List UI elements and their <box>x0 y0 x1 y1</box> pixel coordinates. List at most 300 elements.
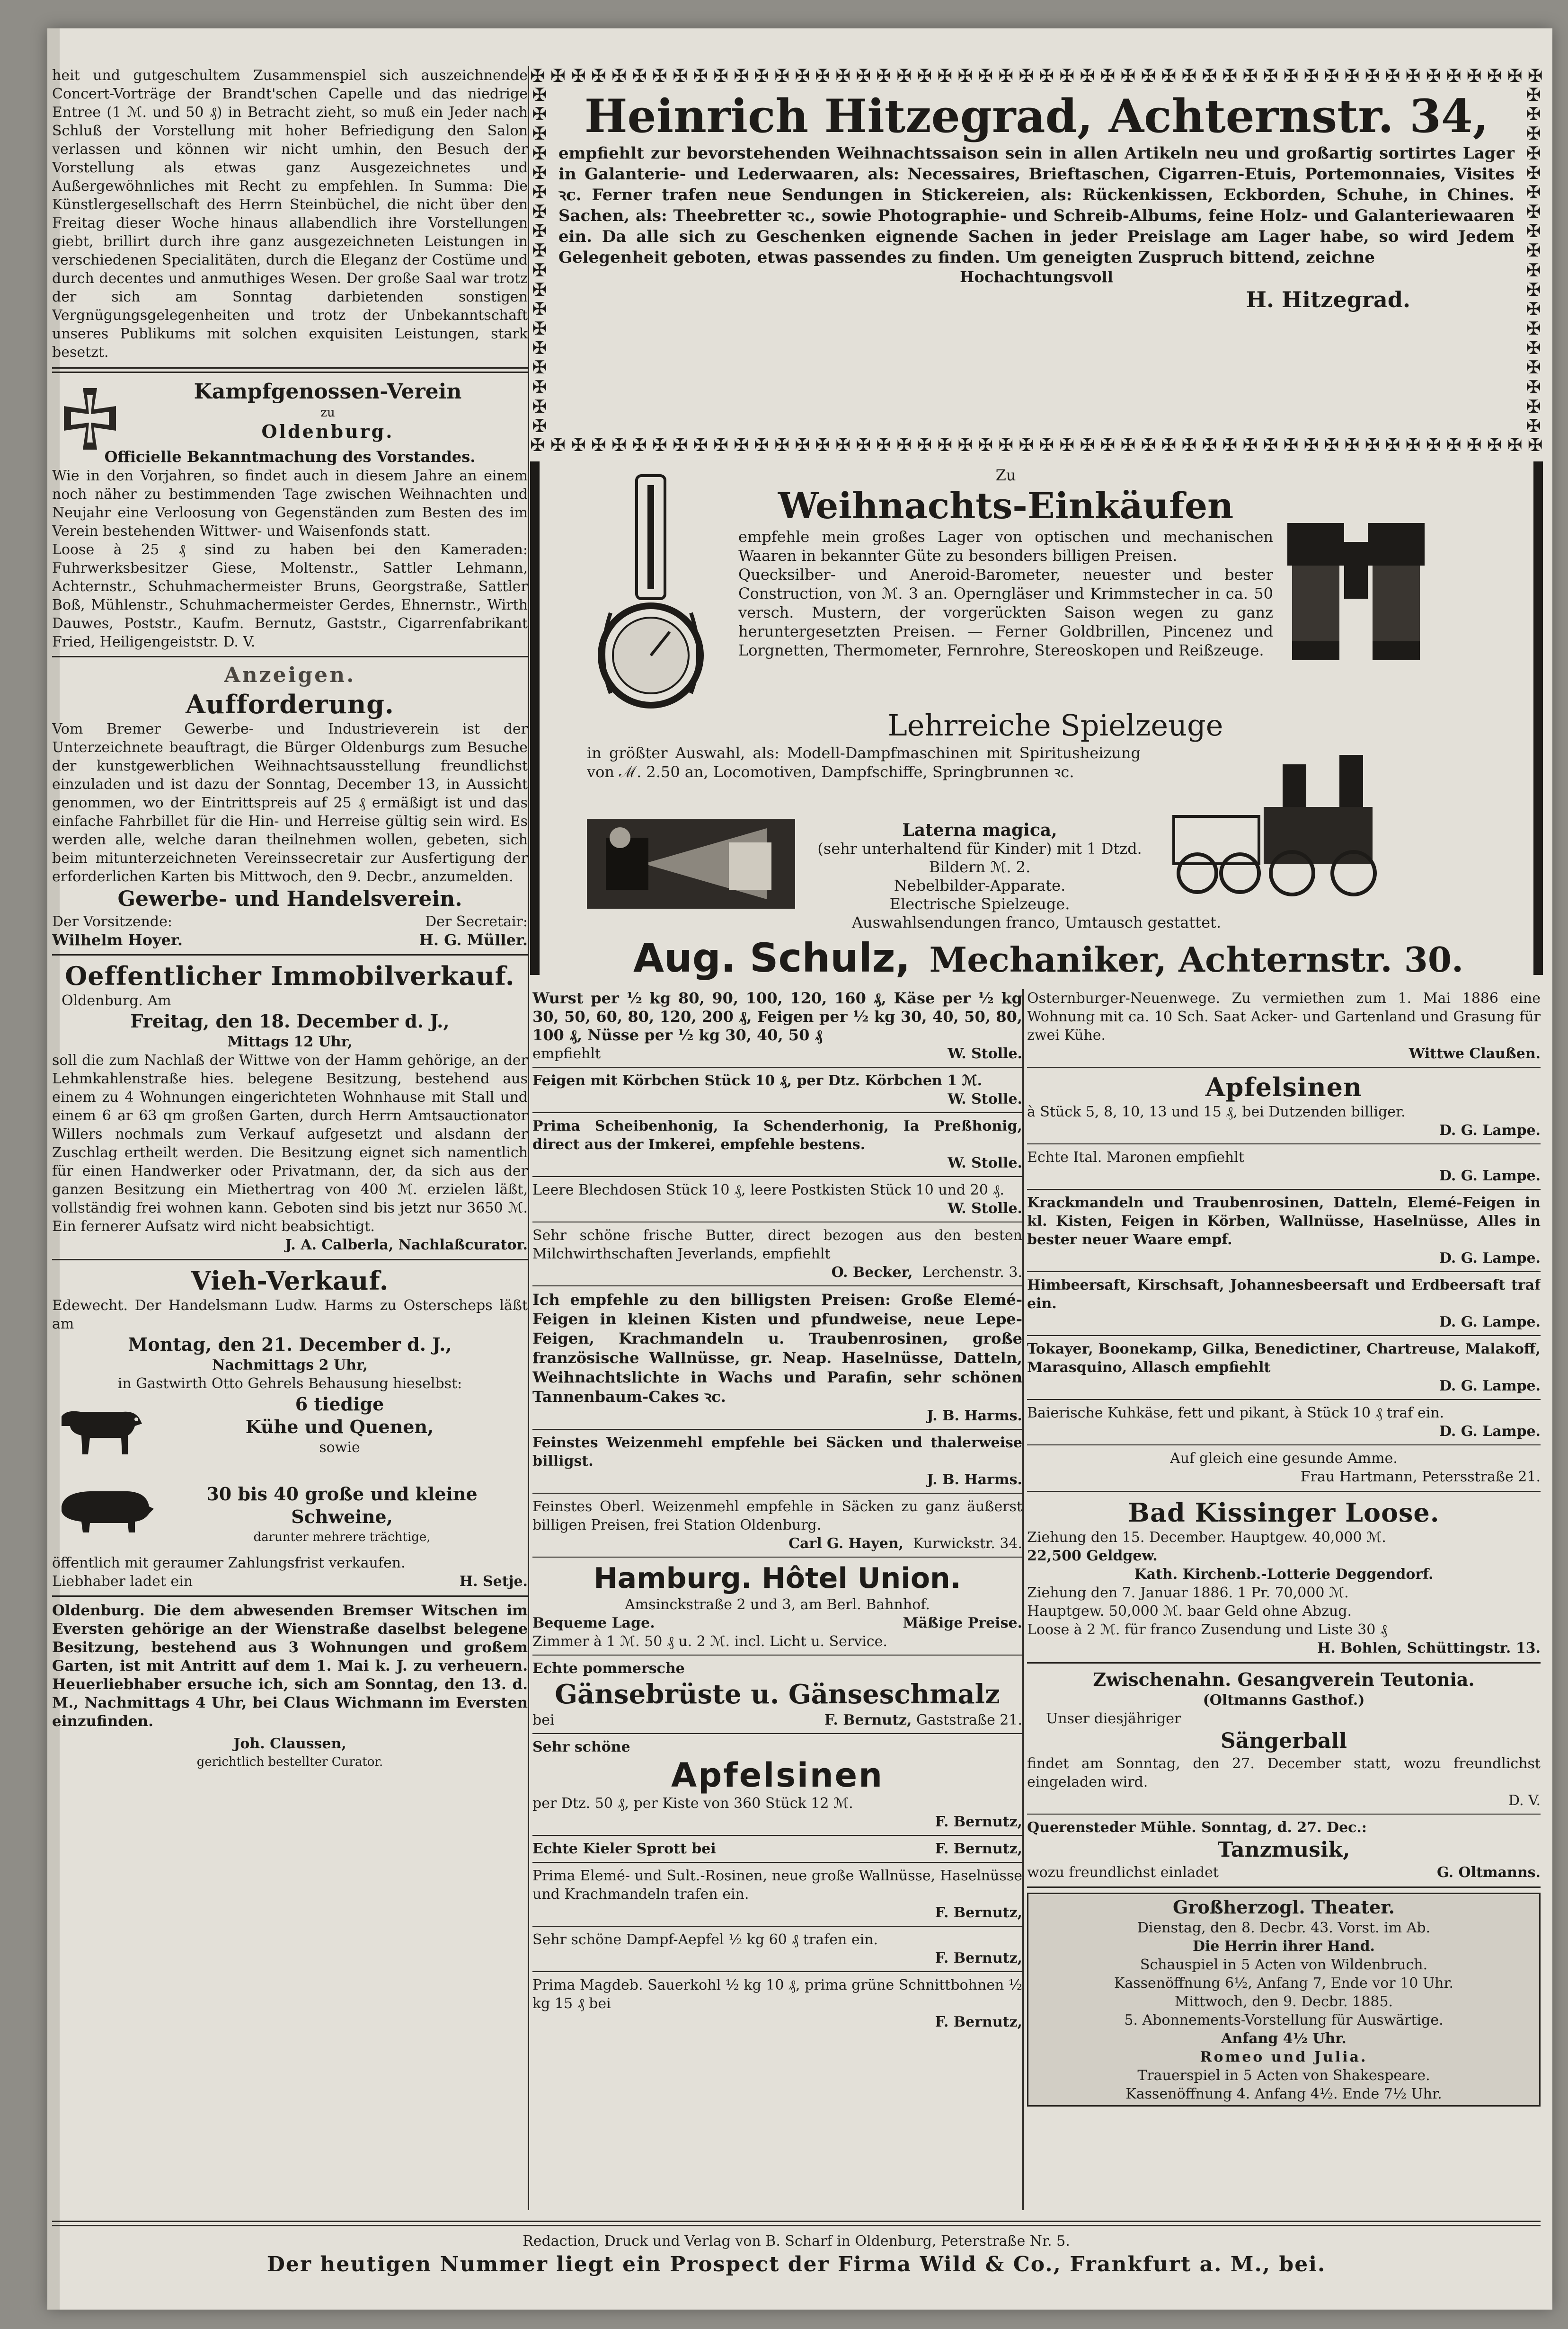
theater-2: Die Herrin ihrer Hand. <box>1192 1938 1375 1955</box>
ornament-glyph: ✠ <box>532 396 547 417</box>
ornament-glyph: ✠ <box>1526 376 1541 398</box>
ornament-glyph: ✠ <box>917 435 932 454</box>
ornament-glyph: ✠ <box>937 66 953 85</box>
kissinger-4: Ziehung den 7. Januar 1886. 1 Pr. 70,000 ℳ. <box>1027 1585 1349 1601</box>
ornament-glyph: ✠ <box>1527 435 1543 454</box>
teutonia-2: findet am Sonntag, den 27. December statt, wozu freundlichst eingeladen wird. <box>1027 1755 1541 1790</box>
schulz-content-mid <box>587 708 1429 781</box>
gans-sig-row: bei F. Bernutz, Gaststraße 21. <box>532 1712 1022 1728</box>
ornament-glyph: ✠ <box>532 221 547 242</box>
imprint: Redaction, Druck und Verlag von B. Scharf in Oldenburg, Peterstraße Nr. 5. <box>523 2233 1070 2249</box>
osternburg-text: Osternburger-Neuenwege. Zu vermiethen zum 1. Mai 1886 eine Wohnung mit ca. 10 Sch. Saat Acker- und Gartenland und Grasung für zwei Kühe. <box>1027 990 1541 1044</box>
ornament-glyph: ✠ <box>1019 435 1034 454</box>
hamburg-addr: Amsinckstraße 2 und 3, am Berl. Bahnhof. <box>625 1596 930 1613</box>
ornament-glyph: ✠ <box>591 435 606 454</box>
teutonia-sub: (Oltmanns Gasthof.) <box>1203 1692 1365 1709</box>
immobil-title: Oeffentlicher Immobilverkauf. <box>65 961 515 991</box>
teutonia-sig: D. V. <box>1508 1792 1541 1809</box>
ornament-glyph: ✠ <box>1526 298 1541 319</box>
amme-text: Auf gleich eine gesunde Amme. <box>1170 1450 1398 1467</box>
theater-1: Dienstag, den 8. Decbr. 43. Vorst. im Ab. <box>1137 1920 1431 1936</box>
page-footer <box>52 2215 1541 2279</box>
schulz-text2: Quecksilber- und Aneroid-Barometer, neuester und bester Construction, von ℳ. 3 an. Operngläser und Krimmstecher in ca. 50 versch. Mustern, der vorgerückten Saison wegen zu ganz heruntergesetzten Preisen. — Ferner Goldbrillen, Pincenez und Lorgnetten, Thermometer, Fernrohre, Stereoskopen und Reißzeuge. <box>738 566 1273 659</box>
ornament-glyph: ✠ <box>532 240 547 261</box>
immobil-text: soll die zum Nachlaß der Wittwe von der Hamm gehörige, an der Lehmkahlenstraße hies. belegene Besitzung, bestehend aus einem zu 4 Wohnungen eingerichteten Wohnhause mit Stall und einem 6 ar 63 qm großen Garten, durch Herrn Amtsauctionator Willers nochmals zum Verkauf aufgesetzt und alsdann der Zuschlag ertheilt werden. Die Besitzung eignet sich namentlich für einen Handwerker oder Privatmann, der, da sich aus der ganzen Besitzung ein Miethertrag von 400 ℳ. erzielen läßt, vollständig frei wohnen kann. Geboten sind bis jetzt nur 3650 ℳ. Ein fernerer Aufsatz wird nicht beabsichtigt. <box>52 1052 528 1235</box>
divider <box>532 1067 1022 1068</box>
kissinger-3: Kath. Kirchenb.-Lotterie Deggendorf. <box>1134 1566 1434 1583</box>
lampe-sig-5: D. G. Lampe. <box>1439 1378 1541 1394</box>
divider <box>532 1176 1022 1177</box>
ornament-glyph: ✠ <box>532 201 547 222</box>
ornament-glyph: ✠ <box>1526 396 1541 417</box>
sprott-row: Echte Kieler Sprott bei F. Bernutz, <box>532 1841 1022 1857</box>
ornament-border-bottom <box>530 435 1543 454</box>
hitzegrad-advert <box>530 66 1543 454</box>
cow-icon <box>52 1398 147 1459</box>
maronen-text: Echte Ital. Maronen empfiehlt <box>1027 1149 1244 1166</box>
hitzegrad-closing: Hochachtungsvoll <box>960 268 1113 286</box>
immobil-time: Mittags 12 Uhr, <box>227 1034 353 1050</box>
bernutz-sig-2: F. Bernutz, <box>935 1904 1022 1921</box>
schulz-title: Weihnachts-Einkäufen <box>778 485 1234 527</box>
kissinger-6: Loose à 2 ℳ. für franco Zusendung und Liste 30 ₰ <box>1027 1621 1387 1638</box>
ornament-glyph: ✠ <box>591 66 606 85</box>
ornament-glyph: ✠ <box>652 66 667 85</box>
schulz-text1: empfehle mein großes Lager von optischen und mechanischen Waaren in bekannter Güte zu besonders billigen Preisen. <box>738 528 1273 565</box>
ornament-glyph: ✠ <box>532 357 547 378</box>
harms-text: Ich empfehle zu den billigsten Preisen: Große Elemé-Feigen in kleinen Kisten und pfundweise, neue Lepe-Feigen, Krachmandeln u. Traubenrosinen, große französische Wallnüsse, gr. Neap. Haselnüsse, Datteln, Weihnachtslichte in Wachs und Parafin, sehr schönen Tannenbaum-Cakes ꝛc. <box>532 1291 1022 1406</box>
ornament-glyph: ✠ <box>1526 104 1541 125</box>
vieh-sowie: sowie <box>319 1439 360 1456</box>
divider <box>1027 1491 1541 1492</box>
ornament-glyph: ✠ <box>1526 221 1541 242</box>
ornament-glyph: ✠ <box>1303 435 1319 454</box>
ornament-glyph: ✠ <box>795 66 810 85</box>
divider <box>52 367 528 373</box>
ornament-glyph: ✠ <box>693 66 708 85</box>
stolle-sig-3: W. Stolle. <box>948 1155 1022 1171</box>
theater-9: Trauerspiel in 5 Acten von Shakespeare. <box>1137 2067 1430 2084</box>
querensted-text: Querensteder Mühle. Sonntag, d. 27. Dec.: <box>1027 1819 1367 1836</box>
schulz-content-top <box>738 466 1273 660</box>
claussen-sig: Joh. Claussen, <box>233 1736 346 1752</box>
ornament-glyph: ✠ <box>774 66 790 85</box>
ornament-border-top <box>530 66 1543 85</box>
hayen-text: Feinstes Oberl. Weizenmehl empfehle in Säcken zu ganz äußerst billigen Preisen, frei Station Oldenburg. <box>532 1498 1022 1533</box>
ornament-glyph: ✠ <box>978 66 993 85</box>
ornament-glyph: ✠ <box>795 435 810 454</box>
ornament-glyph: ✠ <box>532 415 547 435</box>
claussen-text: Oldenburg. Die dem abwesenden Bremser Witschen im Eversten gehörige an der Wienstraße daselbst belegene Besitzung, bestehend aus 3 Wohnungen und großem Garten, ist mit Antritt auf dem 1. Mai k. J. zu verheuern. Heuerliebhaber ersuche ich, sich am Sonntag, den 13. d. M., Nachmittags 4 Uhr, bei Claus Wichmann im Eversten einzufinden. <box>52 1602 528 1730</box>
harms-weizen: Feinstes Weizenmehl empfehle bei Säcken und thalerweise billigst. <box>532 1435 1022 1470</box>
divider <box>52 1595 528 1597</box>
divider <box>532 1112 1022 1113</box>
ornament-glyph: ✠ <box>530 435 545 454</box>
ornament-glyph: ✠ <box>1385 66 1400 85</box>
left-column <box>52 66 528 2210</box>
kampf-text: Wie in den Vorjahren, so findet auch in diesem Jahre an einem noch näher zu bestimmenden Tage zwischen Weihnachten und Neujahr eine Verloosung von Gegenständen zum Besten des im Verein bestehenden Wittwer- und Waisenfonds statt. <box>52 468 528 540</box>
laterna-title: Laterna magica, <box>902 820 1057 840</box>
divider <box>52 656 528 657</box>
pig-icon <box>52 1483 156 1535</box>
middle-column <box>532 989 1022 2210</box>
ornament-glyph: ✠ <box>1527 66 1543 85</box>
ornament-glyph: ✠ <box>1526 337 1541 359</box>
divider <box>532 1557 1022 1558</box>
ornament-glyph: ✠ <box>532 181 547 203</box>
ornament-glyph: ✠ <box>1507 435 1523 454</box>
osternburg-sig: Wittwe Claußen. <box>1409 1045 1541 1062</box>
ornament-glyph: ✠ <box>835 66 851 85</box>
stolle-sig-4: W. Stolle. <box>948 1200 1022 1217</box>
ornament-border-right <box>1524 85 1543 435</box>
ornament-glyph: ✠ <box>1526 240 1541 261</box>
stolle-feigen: Feigen mit Körbchen Stück 10 ₰, per Dtz. Körbchen 1 ℳ. <box>532 1072 983 1089</box>
barometer-icon <box>592 471 710 717</box>
ornament-glyph: ✠ <box>1526 181 1541 203</box>
theater-box <box>1027 1893 1541 2107</box>
divider <box>52 1259 528 1260</box>
ornament-glyph: ✠ <box>532 376 547 398</box>
theater-3: Schauspiel in 5 Acten von Wildenbruch. <box>1140 1957 1428 1973</box>
divider <box>1027 1886 1541 1888</box>
ornament-glyph: ✠ <box>1344 66 1360 85</box>
divider <box>1027 1444 1541 1445</box>
ornament-glyph: ✠ <box>998 435 1014 454</box>
theater-6: 5. Abonnements-Vorstellung für Auswärtige. <box>1124 2012 1444 2028</box>
ornament-glyph: ✠ <box>1526 201 1541 222</box>
vieh-item6: öffentlich mit geraumer Zahlungsfrist verkaufen. <box>52 1555 406 1571</box>
ornament-glyph: ✠ <box>1526 357 1541 378</box>
vieh-time: Nachmittags 2 Uhr, <box>212 1357 368 1373</box>
divider <box>1027 1067 1541 1068</box>
ornament-glyph: ✠ <box>550 435 566 454</box>
ornament-glyph: ✠ <box>754 66 770 85</box>
ornament-glyph: ✠ <box>734 66 749 85</box>
theater-5: Mittwoch, den 9. Decbr. 1885. <box>1174 1993 1393 2010</box>
ornament-glyph: ✠ <box>1324 66 1339 85</box>
ornament-border-left <box>530 85 549 435</box>
schulz-text3: in größter Auswahl, als: Modell-Dampfmaschinen mit Spiritusheizung von ℳ. 2.50 an, Locomotiven, Dampfschiffe, Springbrunnen ꝛc. <box>587 744 1141 781</box>
ornament-glyph: ✠ <box>1242 66 1258 85</box>
ornament-glyph: ✠ <box>1466 66 1482 85</box>
prospect-notice: Der heutigen Nummer liegt ein Prospect der Firma Wild & Co., Frankfurt a. M., bei. <box>266 2252 1326 2276</box>
vieh-item5: darunter mehrere trächtige, <box>253 1530 431 1544</box>
ornament-glyph: ✠ <box>1141 435 1156 454</box>
kampfgenossen-notice <box>52 379 528 651</box>
laterna-text2: (sehr unterhaltend für Kinder) mit 1 Dtzd. Bildern ℳ. 2. <box>817 840 1142 876</box>
ornament-glyph: ✠ <box>1242 435 1258 454</box>
tanzmusik-title: Tanzmusik, <box>1217 1838 1350 1862</box>
kissinger-2: 22,500 Geldgew. <box>1027 1548 1158 1564</box>
right-column <box>1027 989 1541 2210</box>
lampe-sig-4: D. G. Lampe. <box>1439 1314 1541 1330</box>
ornament-glyph: ✠ <box>1181 66 1197 85</box>
vieh-date: Montag, den 21. December d. J., <box>128 1334 452 1355</box>
vieh-title: Vieh-Verkauf. <box>191 1266 389 1296</box>
kampf-subtitle: Officielle Bekanntmachung des Vorstandes. <box>104 448 476 466</box>
ornament-glyph: ✠ <box>673 435 688 454</box>
apf-pre: Sehr schöne <box>532 1739 630 1755</box>
kampf-title: Kampfgenossen-Verein <box>194 380 462 404</box>
ornament-glyph: ✠ <box>876 66 892 85</box>
ornament-glyph: ✠ <box>1324 435 1339 454</box>
ornament-glyph: ✠ <box>532 337 547 359</box>
ornament-glyph: ✠ <box>917 66 932 85</box>
kissinger-1: Ziehung den 15. December. Hauptgew. 40,000 ℳ. <box>1027 1529 1386 1546</box>
divider <box>1027 1143 1541 1144</box>
kissinger-5: Hauptgew. 50,000 ℳ. baar Geld ohne Abzug. <box>1027 1603 1352 1620</box>
gans-pre: Echte pommersche <box>532 1660 685 1677</box>
hayen-sig-row: Carl G. Hayen, Kurwickstr. 34. <box>788 1535 1022 1552</box>
ornament-glyph: ✠ <box>532 104 547 125</box>
schulz-auswahl: Auswahlsendungen franco, Umtausch gestattet. <box>851 913 1222 931</box>
kampf-place: Oldenburg. <box>261 421 394 442</box>
ornament-glyph: ✠ <box>1039 435 1054 454</box>
ornament-glyph: ✠ <box>532 318 547 339</box>
becker-sig-row: O. Becker, Lerchenstr. 3. <box>831 1264 1022 1281</box>
ornament-glyph: ✠ <box>532 259 547 281</box>
kissinger-title: Bad Kissinger Loose. <box>1128 1497 1440 1528</box>
teutonia-title: Zwischenahn. Gesangverein Teutonia. <box>1093 1669 1475 1690</box>
stolle-honig: Prima Scheibenhonig, Ia Schenderhonig, Ia Preßhonig, direct aus der Imkerei, empfehle bestens. <box>532 1118 1022 1153</box>
hitzegrad-signature: H. Hitzegrad. <box>1246 287 1410 312</box>
lampe-sig-2: D. G. Lampe. <box>1439 1168 1541 1184</box>
ornament-glyph: ✠ <box>530 66 545 85</box>
lampe-sig-1: D. G. Lampe. <box>1439 1122 1541 1139</box>
hitzegrad-title: Heinrich Hitzegrad, Achternstr. 34, <box>584 89 1489 143</box>
anzeigen-heading: Anzeigen. <box>224 663 356 687</box>
ornament-glyph: ✠ <box>1385 435 1400 454</box>
apfelsinen-text: à Stück 5, 8, 10, 13 und 15 ₰, bei Dutzenden billiger. <box>1027 1104 1406 1120</box>
lampe-sig-6: D. G. Lampe. <box>1439 1423 1541 1440</box>
divider <box>532 1493 1022 1494</box>
vieh-item4: Schweine, <box>291 1506 393 1527</box>
theater-8: Romeo und Julia. <box>1200 2049 1368 2065</box>
footer-rule <box>52 2221 1541 2226</box>
theater-7: Anfang 4½ Uhr. <box>1221 2030 1347 2047</box>
ornament-glyph: ✠ <box>856 66 871 85</box>
gans-title: Gänsebrüste u. Gänseschmalz <box>555 1679 1000 1710</box>
ornament-glyph: ✠ <box>1526 85 1541 105</box>
bernutz-sig-4: F. Bernutz, <box>935 2014 1022 2030</box>
divider <box>1027 1335 1541 1336</box>
bernutz-sig-1: F. Bernutz, <box>935 1814 1022 1830</box>
theater-title: Großherzogl. Theater. <box>1172 1896 1395 1918</box>
theater-4: Kassenöffnung 6½, Anfang 7, Ende vor 10 Uhr. <box>1114 1975 1454 1992</box>
ornament-glyph: ✠ <box>1405 435 1421 454</box>
vieh-item2: Kühe und Quenen, <box>245 1416 434 1437</box>
column-rule <box>528 66 529 2210</box>
stolle-prices: Wurst per ½ kg 80, 90, 100, 120, 160 ₰, Käse per ½ kg 30, 50, 60, 80, 120, 200 ₰, Feigen per ½ kg 30, 40, 50, 80, 100 ₰, Nüsse per ½ kg 30, 40, 50 ₰ <box>532 989 1022 1044</box>
vieh-footer: Liebhaber ladet ein H. Setje. <box>52 1573 528 1590</box>
divider <box>532 1733 1022 1734</box>
ornament-glyph: ✠ <box>532 162 547 183</box>
vieh-text: Edewecht. Der Handelsmann Ludw. Harms zu Osterscheps läßt am <box>52 1297 528 1332</box>
ornament-glyph: ✠ <box>1283 66 1299 85</box>
ornament-glyph: ✠ <box>1120 66 1136 85</box>
himbeer-text: Himbeersaft, Kirschsaft, Johannesbeersaft und Erdbeersaft traf ein. <box>1027 1277 1541 1312</box>
kuhkase-text: Baierische Kuhkäse, fett und pikant, à Stück 10 ₰ traf ein. <box>1027 1405 1444 1421</box>
ornament-glyph: ✠ <box>957 66 973 85</box>
divider <box>1027 1271 1541 1272</box>
ornament-glyph: ✠ <box>1100 435 1116 454</box>
divider <box>532 1971 1022 1972</box>
divider <box>52 954 528 956</box>
ornament-glyph: ✠ <box>876 435 892 454</box>
ornament-glyph: ✠ <box>896 66 912 85</box>
rosinen-text: Prima Elemé- und Sult.-Rosinen, neue große Wallnüsse, Haselnüsse und Krachmandeln trafen ein. <box>532 1868 1022 1903</box>
ornament-glyph: ✠ <box>571 435 586 454</box>
ornament-glyph: ✠ <box>1526 162 1541 183</box>
ornament-glyph: ✠ <box>1080 66 1095 85</box>
ornament-glyph: ✠ <box>1059 435 1075 454</box>
ornament-glyph: ✠ <box>1426 66 1441 85</box>
becker-text: Sehr schöne frische Butter, direct bezogen aus den besten Milchwirthschaften Jeverlands, empfiehlt <box>532 1227 1022 1262</box>
ornament-glyph: ✠ <box>1405 66 1421 85</box>
ornament-glyph: ✠ <box>1466 435 1482 454</box>
ornament-glyph: ✠ <box>1161 66 1177 85</box>
ornament-glyph: ✠ <box>1526 259 1541 281</box>
aufforderung-org: Gewerbe- und Handelsverein. <box>117 887 462 911</box>
hitzegrad-text: empfiehlt zur bevorstehenden Weihnachtssaison sein in allen Artikeln neu und großartig sortirtes Lager in Galanterie- und Lederwaaren, als: Necessaires, Brieftaschen, Cigarren-Etuis, Portemonnaies, Visites ꝛc. Ferner trafen neue Sendungen in Stickereien, als: Rückenkissen, Eckborden, Schuhe, in Chines. Sachen, als: Theebretter ꝛc., sowie Photographie- und Schreib-Albums, feine Holz- und Galanteriewaaren ein. Da alle sich zu Geschenken eignende Sachen in jeder Preislage am Lager habe, so wird Jedem Gelegenheit geboten, etwas passendes zu finden. Um geneigten Zuspruch bittend, zeichne <box>558 144 1515 267</box>
ornament-glyph: ✠ <box>611 66 627 85</box>
ornament-glyph: ✠ <box>532 85 547 105</box>
aufforderung-title: Aufforderung. <box>186 689 394 719</box>
immobil-date: Freitag, den 18. December d. J., <box>130 1010 450 1032</box>
ornament-glyph: ✠ <box>1526 142 1541 164</box>
bernutz-sig-3: F. Bernutz, <box>935 1950 1022 1966</box>
teutonia-1: Unser diesjähriger <box>1046 1710 1181 1727</box>
stolle-sig-2: W. Stolle. <box>948 1091 1022 1107</box>
laterna-text3: Nebelbilder-Apparate. <box>894 877 1066 894</box>
kampf-zu: zu <box>320 406 335 420</box>
ornament-glyph: ✠ <box>1080 435 1095 454</box>
ornament-glyph: ✠ <box>1202 66 1217 85</box>
aufforderung-names: Wilhelm Hoyer. H. G. Müller. <box>52 931 528 949</box>
ornament-glyph: ✠ <box>978 435 993 454</box>
ornament-glyph: ✠ <box>754 435 770 454</box>
apf-price: per Dtz. 50 ₰, per Kiste von 360 Stück 12 ℳ. <box>532 1795 853 1812</box>
ornament-glyph: ✠ <box>1283 435 1299 454</box>
stolle-sig-row: empfiehlt W. Stolle. <box>532 1045 1022 1062</box>
vieh-cattle-block <box>52 1393 528 1483</box>
ornament-glyph: ✠ <box>1526 415 1541 435</box>
laterna-text4: Electrische Spielzeuge. <box>889 895 1070 913</box>
lampe-sig-3: D. G. Lampe. <box>1439 1250 1541 1266</box>
kissinger-sig: H. Bohlen, Schüttingstr. 13. <box>1317 1640 1541 1656</box>
schulz-signature: Aug. Schulz, Mechaniker, Achternstr. 30. <box>633 935 1464 981</box>
hitzegrad-content <box>558 90 1515 431</box>
article-continuation: heit und gutgeschultem Zusammenspiel sich auszeichnende Concert-Vorträge der Brandt'schen Capelle und das niedrige Entree (1 ℳ. und 50 ₰) in Betracht zieht, so muß ein Jeder nach Schluß der Vorstellung mit hoher Befriedigung den Salon verlassen und können wir nicht umhin, den Besuch der Vorstellung als etwas ganz Ausgezeichnetes und Außergewöhnliches mit Recht zu empfehlen. In Summa: Die Künstlergesellschaft des Herrn Steinbüchel, die nicht über den Freitag dieser Woche hinaus allabendlich ihre Vorstellungen giebt, brillirt durch ihre ganz ausgezeichneten Leistungen in verschiedenen Specialitäten, durch die Eleganz der Costüme und durch decentes und anmuthiges Wesen. Der große Saal war trotz der sich am Sonntag darbietenden sonstigen Vergnügungsgelegenheiten und trotz der Unbekanntschaft unseres Publikums mit solchen exquisiten Leistungen, stark besetzt. <box>52 67 528 361</box>
ornament-glyph: ✠ <box>957 435 973 454</box>
hamburg-price: Zimmer à 1 ℳ. 50 ₰ u. 2 ℳ. incl. Licht u. Service. <box>532 1633 887 1650</box>
ornament-glyph: ✠ <box>1181 435 1197 454</box>
divider <box>532 1655 1022 1656</box>
kampf-text2: Loose à 25 ₰ sind zu haben bei den Kameraden: Fuhrwerksbesitzer Giese, Moltenstr., Sattler Lehmann, Achternstr., Schuhmachermeister Bruns, Georgstraße, Sattler Boß, Mühlenstr., Schuhmachermeister Gerdes, Ehnernstr., Wirth Dauwes, Poststr., Kaufm. Bernutz, Gaststr., Cigarrenfabrikant Fried, Heiligengeiststr. D. V. <box>52 541 528 650</box>
ornament-glyph: ✠ <box>937 435 953 454</box>
vieh-place: in Gastwirth Otto Gehrels Behausung hieselbst: <box>117 1375 462 1392</box>
ornament-glyph: ✠ <box>774 435 790 454</box>
ornament-glyph: ✠ <box>1526 318 1541 339</box>
ornament-glyph: ✠ <box>1161 435 1177 454</box>
ornament-glyph: ✠ <box>611 435 627 454</box>
hamburg-features: Bequeme Lage. Mäßige Preise. <box>532 1615 1022 1631</box>
ornament-glyph: ✠ <box>532 298 547 319</box>
krach-text: Krackmandeln und Traubenrosinen, Datteln, Elemé-Feigen in kl. Kisten, Feigen in Körben, Wallnüsse, Haselnüsse, Alles in bester neuer Waare empf. <box>1027 1195 1541 1248</box>
claussen-sig2: gerichtlich bestellter Curator. <box>196 1755 383 1769</box>
divider <box>532 1285 1022 1286</box>
ornament-glyph: ✠ <box>896 435 912 454</box>
dampf-text: Sehr schöne Dampf-Aepfel ½ kg 60 ₰ trafen ein. <box>532 1931 878 1948</box>
ornament-glyph: ✠ <box>532 123 547 144</box>
ornament-glyph: ✠ <box>632 66 647 85</box>
ornament-glyph: ✠ <box>1364 66 1380 85</box>
vieh-item3: 30 bis 40 große und kleine <box>206 1483 478 1505</box>
harms-sig-2: J. B. Harms. <box>927 1471 1022 1488</box>
ornament-glyph: ✠ <box>532 279 547 300</box>
ornament-glyph: ✠ <box>632 435 647 454</box>
ornament-glyph: ✠ <box>1019 66 1034 85</box>
stolle-dosen: Leere Blechdosen Stück 10 ₰, leere Postkisten Stück 10 und 20 ₰. <box>532 1182 1004 1198</box>
ornament-glyph: ✠ <box>713 66 728 85</box>
ornament-glyph: ✠ <box>1120 435 1136 454</box>
ornament-glyph: ✠ <box>532 142 547 164</box>
ornament-glyph: ✠ <box>1426 435 1441 454</box>
ornament-glyph: ✠ <box>1487 435 1502 454</box>
ornament-glyph: ✠ <box>1507 66 1523 85</box>
amme-sig: Frau Hartmann, Petersstraße 21. <box>1300 1469 1541 1485</box>
ornament-glyph: ✠ <box>1446 435 1462 454</box>
ornament-glyph: ✠ <box>1222 66 1238 85</box>
ornament-glyph: ✠ <box>1526 123 1541 144</box>
ornament-glyph: ✠ <box>815 66 831 85</box>
divider <box>1027 1189 1541 1190</box>
teutonia-ball: Sängerball <box>1221 1729 1347 1753</box>
divider <box>532 1862 1022 1863</box>
ornament-glyph: ✠ <box>1526 279 1541 300</box>
divider <box>532 1429 1022 1430</box>
sauer-text: Prima Magdeb. Sauerkohl ½ kg 10 ₰, prima grüne Schnittbohnen ½ kg 15 ₰ bei <box>532 1977 1022 2012</box>
laterna-magica-picture <box>587 819 795 909</box>
apfelsinen-title: Apfelsinen <box>1205 1072 1363 1102</box>
divider <box>1027 1814 1541 1815</box>
ornament-glyph: ✠ <box>1364 435 1380 454</box>
schulz-zu: Zu <box>995 466 1016 484</box>
ornament-glyph: ✠ <box>815 435 831 454</box>
immobil-line1: Oldenburg. Am <box>62 992 171 1009</box>
tanzmusik-row: wozu freundlichst einladet G. Oltmanns. <box>1027 1864 1541 1881</box>
immobil-sig: J. A. Calberla, Nachlaßcurator. <box>285 1237 528 1253</box>
ornament-glyph: ✠ <box>1202 435 1217 454</box>
ornament-glyph: ✠ <box>856 435 871 454</box>
schulz-laterna <box>805 821 1155 913</box>
ornament-glyph: ✠ <box>571 66 586 85</box>
ornament-glyph: ✠ <box>835 435 851 454</box>
column-rule <box>1022 989 1024 2210</box>
vieh-pig-block <box>52 1483 528 1554</box>
binoculars-icon <box>1278 514 1434 670</box>
ornament-glyph: ✠ <box>1487 66 1502 85</box>
divider <box>532 1926 1022 1927</box>
ornament-glyph: ✠ <box>1263 435 1278 454</box>
harms-sig: J. B. Harms. <box>927 1408 1022 1424</box>
ornament-glyph: ✠ <box>693 435 708 454</box>
ornament-glyph: ✠ <box>1446 66 1462 85</box>
schulz-advert <box>530 461 1543 981</box>
ornament-glyph: ✠ <box>1100 66 1116 85</box>
aufforderung-roles: Der Vorsitzende: Der Secretair: <box>52 913 528 930</box>
